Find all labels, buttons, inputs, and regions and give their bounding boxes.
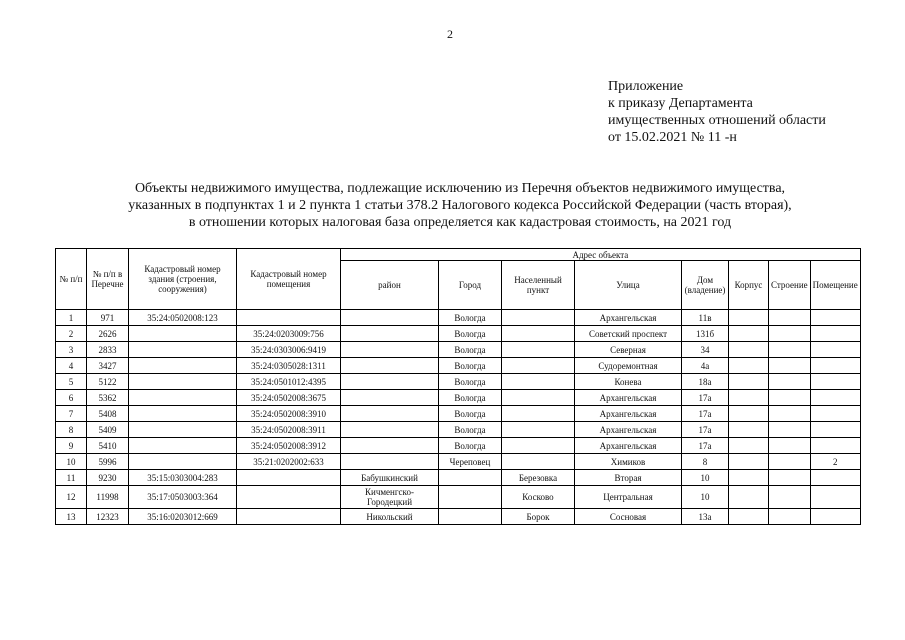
cell-korpus: [729, 486, 769, 509]
cell-room-cad: [237, 470, 341, 486]
cell-house: 18а: [682, 374, 729, 390]
cell-korpus: [729, 406, 769, 422]
cell-room-cad: 35:24:0502008:3910: [237, 406, 341, 422]
cell-district: Никольский: [341, 509, 439, 525]
table-row: [56, 374, 861, 390]
table-row: [56, 509, 861, 525]
appendix-line: к приказу Департамента: [608, 96, 753, 111]
cell-building-cad: [129, 374, 237, 390]
cell-num: 9: [56, 438, 87, 454]
cell-city: [439, 486, 502, 509]
cell-pomeshchenie: [810, 326, 860, 342]
table-row: [56, 310, 861, 326]
cell-stroenie: [769, 310, 811, 326]
cell-district: [341, 374, 439, 390]
cell-stroenie: [769, 358, 811, 374]
cell-locality: [502, 342, 575, 358]
appendix-line: имущественных отношений области: [608, 113, 826, 128]
cell-locality: [502, 454, 575, 470]
header-district: район: [341, 261, 439, 310]
cell-city: Череповец: [439, 454, 502, 470]
table-row: [56, 486, 861, 509]
cell-district: Бабушкинский: [341, 470, 439, 486]
table-row: [56, 454, 861, 470]
cell-locality: [502, 438, 575, 454]
header-building-cad: Кадастровый номер здания (строения, сооружения): [129, 249, 237, 310]
cell-stroenie: [769, 390, 811, 406]
heading-line: Объекты недвижимого имущества, подлежащие исключению из Перечня объектов недвижимого имущества,: [134, 181, 786, 196]
cell-num: 1: [56, 310, 87, 326]
header-num: № п/п: [56, 249, 87, 310]
cell-street: Архангельская: [575, 390, 682, 406]
cell-house: 11в: [682, 310, 729, 326]
header-list-num: № п/п в Перечне: [87, 249, 129, 310]
cell-district: [341, 438, 439, 454]
cell-num: 8: [56, 422, 87, 438]
cell-city: Вологда: [439, 438, 502, 454]
cell-stroenie: [769, 509, 811, 525]
cell-locality: [502, 422, 575, 438]
table-row: [56, 406, 861, 422]
cell-city: Вологда: [439, 358, 502, 374]
cell-korpus: [729, 438, 769, 454]
cell-list-num: 5996: [87, 454, 129, 470]
cell-city: Вологда: [439, 342, 502, 358]
cell-building-cad: [129, 390, 237, 406]
cell-locality: Косково: [502, 486, 575, 509]
appendix-block: [608, 78, 826, 146]
cell-locality: Борок: [502, 509, 575, 525]
cell-city: [439, 470, 502, 486]
cell-room-cad: 35:24:0502008:3911: [237, 422, 341, 438]
cell-building-cad: [129, 358, 237, 374]
header-address: Адрес объекта: [341, 249, 861, 261]
cell-locality: [502, 374, 575, 390]
cell-locality: [502, 310, 575, 326]
cell-pomeshchenie: [810, 422, 860, 438]
cell-district: [341, 390, 439, 406]
header-city: Город: [439, 261, 502, 310]
cell-num: 13: [56, 509, 87, 525]
header-pomeshchenie: Помещение: [810, 261, 860, 310]
cell-stroenie: [769, 342, 811, 358]
cell-district: [341, 326, 439, 342]
cell-city: Вологда: [439, 326, 502, 342]
cell-pomeshchenie: [810, 470, 860, 486]
cell-house: 8: [682, 454, 729, 470]
heading-line: указанных в подпунктах 1 и 2 пункта 1 статьи 378.2 Налогового кодекса Российской Федерации (часть вторая),: [128, 198, 792, 213]
table-row: [56, 390, 861, 406]
cell-street: Вторая: [575, 470, 682, 486]
cell-pomeshchenie: [810, 358, 860, 374]
cell-room-cad: 35:24:0502008:3912: [237, 438, 341, 454]
cell-pomeshchenie: 2: [810, 454, 860, 470]
cell-street: Архангельская: [575, 406, 682, 422]
cell-pomeshchenie: [810, 406, 860, 422]
header-house: Дом (владение): [682, 261, 729, 310]
cell-district: [341, 358, 439, 374]
table-row: [56, 326, 861, 342]
cell-list-num: 3427: [87, 358, 129, 374]
cell-stroenie: [769, 406, 811, 422]
table-row: [56, 342, 861, 358]
cell-korpus: [729, 509, 769, 525]
cell-list-num: 11998: [87, 486, 129, 509]
table-body: [56, 310, 861, 525]
cell-stroenie: [769, 454, 811, 470]
cell-city: Вологда: [439, 374, 502, 390]
cell-stroenie: [769, 422, 811, 438]
cell-locality: [502, 326, 575, 342]
cell-korpus: [729, 470, 769, 486]
cell-district: [341, 310, 439, 326]
cell-korpus: [729, 326, 769, 342]
cell-pomeshchenie: [810, 374, 860, 390]
cell-building-cad: [129, 342, 237, 358]
cell-room-cad: 35:24:0305028:1311: [237, 358, 341, 374]
cell-korpus: [729, 310, 769, 326]
cell-list-num: 9230: [87, 470, 129, 486]
cell-house: 10: [682, 486, 729, 509]
cell-pomeshchenie: [810, 310, 860, 326]
cell-list-num: 5122: [87, 374, 129, 390]
cell-district: [341, 342, 439, 358]
cell-building-cad: [129, 326, 237, 342]
cell-house: 13а: [682, 509, 729, 525]
cell-room-cad: 35:24:0502008:3675: [237, 390, 341, 406]
cell-stroenie: [769, 486, 811, 509]
header-stroenie: Строение: [769, 261, 811, 310]
cell-locality: [502, 358, 575, 374]
cell-locality: Березовка: [502, 470, 575, 486]
cell-num: 2: [56, 326, 87, 342]
cell-pomeshchenie: [810, 486, 860, 509]
document-heading: [60, 180, 860, 231]
table-row: [56, 438, 861, 454]
cell-stroenie: [769, 438, 811, 454]
cell-street: Центральная: [575, 486, 682, 509]
cell-list-num: 5408: [87, 406, 129, 422]
cell-street: Архангельская: [575, 310, 682, 326]
cell-list-num: 2626: [87, 326, 129, 342]
header-korpus: Корпус: [729, 261, 769, 310]
cell-street: Архангельская: [575, 438, 682, 454]
cell-stroenie: [769, 374, 811, 390]
cell-list-num: 12323: [87, 509, 129, 525]
table-row: [56, 422, 861, 438]
cell-district: [341, 422, 439, 438]
cell-korpus: [729, 422, 769, 438]
cell-stroenie: [769, 470, 811, 486]
cell-building-cad: 35:17:0503003:364: [129, 486, 237, 509]
appendix-line: Приложение: [608, 79, 684, 94]
cell-city: [439, 509, 502, 525]
cell-num: 10: [56, 454, 87, 470]
cell-house: 17а: [682, 438, 729, 454]
cell-district: [341, 406, 439, 422]
cell-room-cad: [237, 486, 341, 509]
cell-korpus: [729, 454, 769, 470]
cell-house: 10: [682, 470, 729, 486]
cell-locality: [502, 390, 575, 406]
cell-house: 4а: [682, 358, 729, 374]
cell-street: Северная: [575, 342, 682, 358]
cell-pomeshchenie: [810, 438, 860, 454]
cell-street: Конева: [575, 374, 682, 390]
cell-city: Вологда: [439, 406, 502, 422]
cell-locality: [502, 406, 575, 422]
cell-num: 6: [56, 390, 87, 406]
cell-city: Вологда: [439, 310, 502, 326]
cell-list-num: 5362: [87, 390, 129, 406]
cell-street: Советский проспект: [575, 326, 682, 342]
cell-korpus: [729, 342, 769, 358]
cell-num: 4: [56, 358, 87, 374]
header-street: Улица: [575, 261, 682, 310]
cell-street: Судоремонтная: [575, 358, 682, 374]
cell-num: 3: [56, 342, 87, 358]
cell-house: 17а: [682, 422, 729, 438]
cell-num: 5: [56, 374, 87, 390]
cell-building-cad: [129, 422, 237, 438]
cell-room-cad: 35:24:0501012:4395: [237, 374, 341, 390]
cell-room-cad: 35:21:0202002:633: [237, 454, 341, 470]
cell-district: Кичменгско-Городецкий: [341, 486, 439, 509]
cell-num: 12: [56, 486, 87, 509]
header-locality: Населенный пункт: [502, 261, 575, 310]
cell-building-cad: 35:24:0502008:123: [129, 310, 237, 326]
cell-building-cad: 35:15:0303004:283: [129, 470, 237, 486]
appendix-line: от 15.02.2021 № 11 -н: [608, 130, 737, 145]
table-row: [56, 358, 861, 374]
cell-building-cad: [129, 454, 237, 470]
objects-table: [55, 248, 861, 525]
cell-num: 11: [56, 470, 87, 486]
cell-room-cad: 35:24:0203009:756: [237, 326, 341, 342]
cell-num: 7: [56, 406, 87, 422]
cell-district: [341, 454, 439, 470]
cell-pomeshchenie: [810, 342, 860, 358]
table-row: [56, 470, 861, 486]
cell-list-num: 2833: [87, 342, 129, 358]
cell-stroenie: [769, 326, 811, 342]
cell-building-cad: 35:16:0203012:669: [129, 509, 237, 525]
cell-room-cad: 35:24:0303006:9419: [237, 342, 341, 358]
cell-room-cad: [237, 509, 341, 525]
cell-building-cad: [129, 438, 237, 454]
cell-list-num: 5410: [87, 438, 129, 454]
cell-korpus: [729, 374, 769, 390]
cell-street: Архангельская: [575, 422, 682, 438]
cell-pomeshchenie: [810, 509, 860, 525]
header-room-cad: Кадастровый номер помещения: [237, 249, 341, 310]
cell-list-num: 971: [87, 310, 129, 326]
cell-korpus: [729, 390, 769, 406]
cell-house: 131б: [682, 326, 729, 342]
cell-room-cad: [237, 310, 341, 326]
cell-house: 17а: [682, 390, 729, 406]
cell-house: 34: [682, 342, 729, 358]
cell-street: Сосновая: [575, 509, 682, 525]
cell-pomeshchenie: [810, 390, 860, 406]
cell-street: Химиков: [575, 454, 682, 470]
cell-city: Вологда: [439, 422, 502, 438]
cell-korpus: [729, 358, 769, 374]
heading-line: в отношении которых налоговая база определяется как кадастровая стоимость, на 2021 год: [188, 215, 732, 230]
cell-list-num: 5409: [87, 422, 129, 438]
cell-building-cad: [129, 406, 237, 422]
cell-city: Вологда: [439, 390, 502, 406]
page-number: 2: [447, 27, 453, 41]
cell-house: 17а: [682, 406, 729, 422]
